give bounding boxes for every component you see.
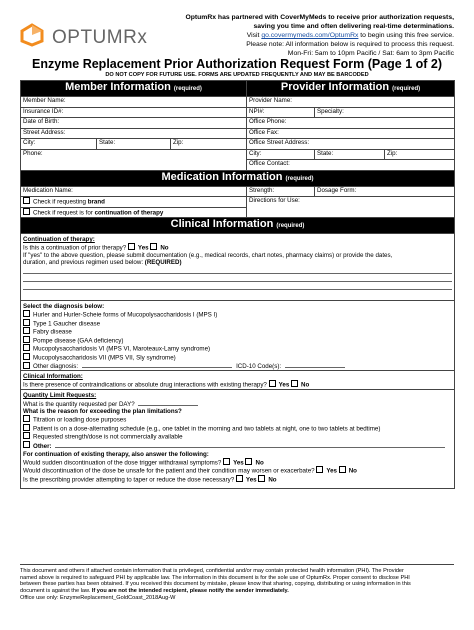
brand-checkbox[interactable] bbox=[23, 197, 30, 204]
provider-req: (required) bbox=[392, 86, 421, 92]
clinical-info-section bbox=[21, 371, 455, 390]
office-street-field[interactable] bbox=[247, 139, 455, 150]
cx3-no-label: No bbox=[268, 476, 277, 483]
answer-line-2[interactable] bbox=[23, 274, 452, 282]
continuation-section bbox=[21, 234, 455, 301]
icd-line[interactable] bbox=[285, 361, 345, 368]
medication-req: (required) bbox=[285, 175, 314, 182]
office-phone-label: Office Phone: bbox=[249, 118, 287, 125]
provider-zip-label: Zip: bbox=[387, 149, 398, 157]
ql-q-text: What is the quantity requested per DAY? bbox=[23, 401, 135, 408]
dx-label: Mucopolysaccharidosis VI (MPS VI, Maroteaux-Lamy syndrome) bbox=[33, 345, 211, 353]
brand-pre-text: Check if requesting bbox=[33, 198, 88, 206]
dx-label: Mucopolysaccharidosis VII (MPS VII, Sly syndrome) bbox=[33, 354, 176, 361]
cx3-yes-checkbox[interactable] bbox=[236, 475, 243, 482]
cx3-yes-label: Yes bbox=[245, 476, 257, 483]
member-zip-label: Zip: bbox=[173, 139, 184, 146]
clinical-info-heading bbox=[21, 218, 455, 234]
cx3-no-checkbox[interactable] bbox=[258, 475, 265, 482]
dx-item[interactable] bbox=[23, 353, 452, 362]
member-phone-field[interactable] bbox=[21, 149, 247, 170]
reason-item[interactable] bbox=[23, 432, 452, 441]
doc-line2 bbox=[23, 259, 452, 266]
medication-info-heading bbox=[21, 170, 455, 186]
member-name-label: Member Name: bbox=[23, 97, 66, 104]
cx1-no-checkbox[interactable] bbox=[245, 458, 252, 465]
provider-name-label: Provider Name: bbox=[249, 97, 292, 104]
diagnosis-section bbox=[21, 301, 455, 371]
cx2-yes-checkbox[interactable] bbox=[316, 466, 323, 473]
provider-city-label: City: bbox=[249, 149, 262, 157]
provider-zip-field[interactable] bbox=[385, 149, 455, 160]
cont-no-label: No bbox=[160, 244, 169, 252]
brand-bold-text: brand bbox=[87, 198, 105, 206]
medication-name-field[interactable] bbox=[21, 186, 247, 197]
member-zip-field[interactable] bbox=[171, 139, 247, 150]
specialty-field[interactable] bbox=[315, 107, 455, 118]
ci-no-checkbox[interactable] bbox=[291, 380, 298, 387]
reason-checkbox[interactable] bbox=[23, 432, 30, 439]
cont-yes-checkbox[interactable] bbox=[128, 243, 135, 250]
cont-exist-heading: For continuation of existing therapy, also answer the following: bbox=[23, 450, 209, 458]
member-city-field[interactable] bbox=[21, 139, 97, 150]
member-req: (required) bbox=[173, 86, 202, 92]
cx1-yes-checkbox[interactable] bbox=[223, 458, 230, 465]
provider-info-heading bbox=[247, 81, 455, 97]
office-fax-field[interactable] bbox=[247, 128, 455, 139]
medication-heading-text: Medication Information bbox=[161, 170, 283, 183]
ql-heading: Quantity Limit Requests: bbox=[23, 392, 97, 399]
dx-item[interactable] bbox=[23, 310, 452, 319]
cx3-question bbox=[23, 475, 452, 484]
member-phone-label: Phone: bbox=[23, 149, 43, 157]
dx-other-row[interactable] bbox=[23, 361, 452, 370]
provider-heading-text: Provider Information bbox=[280, 81, 390, 93]
reason-checkbox[interactable] bbox=[23, 424, 30, 431]
insurance-id-field[interactable] bbox=[21, 107, 247, 118]
cx1-yes-label: Yes bbox=[233, 459, 244, 466]
office-street-label: Office Street Address: bbox=[249, 139, 310, 146]
ci-yes-label: Yes bbox=[278, 381, 290, 389]
member-info-heading bbox=[21, 81, 247, 97]
other-dx-label: Other diagnosis: bbox=[33, 363, 79, 370]
cx2-question bbox=[23, 466, 452, 475]
reason-label: Requested strength/dose is not commercially available bbox=[33, 433, 183, 441]
directions-field[interactable] bbox=[247, 197, 455, 218]
header-info bbox=[164, 13, 454, 58]
specialty-label: Specialty: bbox=[317, 107, 344, 115]
continuation-question bbox=[23, 243, 452, 252]
header-line2: saving you time and often delivering real-time determinations. bbox=[253, 23, 454, 30]
directions-label: Directions for Use: bbox=[249, 197, 300, 204]
continuation-pre-text: Check if request is for bbox=[33, 209, 95, 216]
cx1-no-label: No bbox=[255, 459, 264, 466]
office-use-only: Office use only: EnzymeReplacement_GoldCoast_2018Aug-W bbox=[20, 594, 176, 601]
footer-line3: between these parties has been obtained. If you received this document by mistake, please know that sharing, copying, distributing or using information in this bbox=[20, 581, 411, 588]
footer bbox=[20, 564, 454, 602]
reason-item[interactable] bbox=[23, 415, 452, 424]
clinical-req: (required) bbox=[276, 223, 305, 229]
dx-item[interactable] bbox=[23, 344, 452, 353]
medication-heading-row bbox=[21, 170, 455, 186]
provider-name-field[interactable] bbox=[247, 97, 455, 108]
npi-label: NPI#: bbox=[249, 107, 265, 115]
office-contact-field[interactable] bbox=[247, 160, 455, 171]
optum-logo-icon bbox=[20, 23, 44, 47]
dx-label: Fabry disease bbox=[33, 328, 72, 336]
optumrx-logo bbox=[20, 23, 150, 51]
footer-line2: named above is required to safeguard PHI by applicable law. The information in this document is for the sole use of OptumRx. Proper consent to disclose PHI bbox=[20, 574, 410, 581]
other-dx-checkbox[interactable] bbox=[23, 362, 30, 369]
dx-label: Type 1 Gaucher disease bbox=[33, 320, 101, 327]
reason-label: Other: bbox=[33, 442, 52, 450]
dx-item[interactable] bbox=[23, 319, 452, 328]
ci-yes-checkbox[interactable] bbox=[269, 380, 276, 387]
dx-checkbox[interactable] bbox=[23, 319, 30, 326]
brand-checkbox-row[interactable] bbox=[21, 197, 247, 208]
member-provider-heading-row bbox=[21, 81, 455, 97]
dx-checkbox[interactable] bbox=[23, 353, 30, 360]
footer-line4-pre: document is against the law. bbox=[20, 588, 92, 595]
medication-name-label: Medication Name: bbox=[23, 186, 73, 194]
reason-label: Patient is on a dose-alternating schedule (e.g., one tablet in the morning and two tablets at night, one to two tablets at bedtime) bbox=[33, 425, 381, 432]
strength-field[interactable] bbox=[247, 186, 315, 197]
provider-state-field[interactable] bbox=[315, 149, 385, 160]
reason-item[interactable] bbox=[23, 441, 452, 450]
office-fax-label: Office Fax: bbox=[249, 128, 279, 136]
member-name-field[interactable] bbox=[21, 97, 247, 108]
header-line5: Mon-Fri: 5am to 10pm Pacific / Sat: 6am to 3pm Pacific bbox=[287, 50, 454, 57]
footer-line4-bold: If you are not the intended recipient, please notify the sender immediately. bbox=[91, 588, 289, 595]
dx-checkbox[interactable] bbox=[23, 310, 30, 317]
npi-field[interactable] bbox=[247, 107, 315, 118]
street-address-field[interactable] bbox=[21, 128, 247, 139]
strength-label: Strength: bbox=[249, 186, 275, 194]
continuation-q-text: Is this a continuation of prior therapy? bbox=[23, 244, 127, 252]
answer-line-3[interactable] bbox=[23, 282, 452, 290]
cx1-text: Would sudden discontinuation of the dose trigger withdrawal symptoms? bbox=[23, 459, 222, 466]
ci-q-text: Is there presence of contraindications or absolute drug interactions with existing therapy? bbox=[23, 381, 267, 389]
logo-text: OPTUMRx bbox=[52, 27, 148, 48]
cx2-yes-label: Yes bbox=[326, 467, 337, 475]
reason-label: Titration or loading dose purposes bbox=[33, 416, 127, 424]
continuation-checkbox[interactable] bbox=[23, 208, 30, 215]
header-line4: Please note: All information below is required to process this request. bbox=[246, 41, 454, 48]
doc-line1: If "yes" to the above question, please submit documentation (e.g., medical records, chart notes, pharmacy claims) or provide the dates, bbox=[23, 251, 393, 259]
covermymeds-link[interactable]: go.covermymeds.com/OptumRx bbox=[261, 32, 359, 39]
footer-line4 bbox=[20, 588, 454, 595]
member-state-field[interactable] bbox=[97, 139, 171, 150]
header-line3 bbox=[164, 31, 454, 40]
ci-no-label: No bbox=[301, 381, 310, 389]
header-line3-post: to begin using this free service. bbox=[358, 32, 454, 39]
dx-checkbox[interactable] bbox=[23, 327, 30, 334]
dob-field[interactable] bbox=[21, 118, 247, 129]
ql-answer-line[interactable] bbox=[138, 399, 198, 406]
other-reason-line[interactable] bbox=[55, 441, 445, 448]
doc-required: (REQUIRED) bbox=[144, 258, 182, 266]
contraindication-question bbox=[23, 380, 452, 389]
reason-checkbox[interactable] bbox=[23, 415, 30, 422]
dob-label: Date of Birth: bbox=[23, 118, 60, 125]
dx-checkbox[interactable] bbox=[23, 336, 30, 343]
continuation-heading: Continuation of therapy: bbox=[23, 236, 95, 243]
footer-line1: This document and others if attached contain information that is privileged, confidential and/or may contain protected health information (PHI). The Provider bbox=[20, 568, 404, 574]
continuation-checkbox-row[interactable] bbox=[21, 207, 247, 218]
cx3-text: Is the prescribing provider attempting to taper or reduce the dose necessary? bbox=[23, 476, 235, 483]
cont-yes-label: Yes bbox=[137, 244, 149, 252]
continuation-bold-text: continuation of therapy bbox=[94, 209, 164, 216]
dx-item[interactable] bbox=[23, 336, 452, 345]
insurance-id-label: Insurance ID#: bbox=[23, 107, 64, 115]
cx2-no-label: No bbox=[348, 467, 357, 475]
page-title: Enzyme Replacement Prior Authorization Request Form (Page 1 of 2) bbox=[31, 57, 443, 71]
ql-question bbox=[23, 399, 452, 408]
dx-item[interactable] bbox=[23, 327, 452, 336]
office-contact-label: Office Contact: bbox=[249, 160, 290, 167]
dosage-form-field[interactable] bbox=[315, 186, 455, 197]
cx1-question bbox=[23, 458, 452, 467]
doc-line2-text: duration, and previous regimen used below: bbox=[23, 258, 145, 266]
office-phone-field[interactable] bbox=[247, 118, 455, 129]
clinical-heading-text: Clinical Information bbox=[170, 218, 274, 230]
reason-heading: What is the reason for exceeding the plan limitations? bbox=[23, 408, 182, 415]
dx-checkbox[interactable] bbox=[23, 344, 30, 351]
reason-item[interactable] bbox=[23, 424, 452, 433]
other-dx-line[interactable] bbox=[82, 361, 232, 368]
street-address-label: Street Address: bbox=[23, 128, 66, 136]
provider-state-label: State: bbox=[317, 149, 334, 157]
header-line1: OptumRx has partnered with CoverMyMeds to receive prior authorization requests, bbox=[185, 14, 454, 21]
answer-line-1[interactable] bbox=[23, 266, 452, 274]
dx-label: Pompe disease (GAA deficiency) bbox=[33, 337, 124, 344]
header-line3-pre: Visit bbox=[246, 32, 262, 39]
member-heading-text: Member Information bbox=[65, 81, 171, 93]
dosage-form-label: Dosage Form: bbox=[317, 186, 357, 194]
dx-label: Hurler and Hurler-Scheie forms of Mucopolysaccharidosis I (MPS I) bbox=[33, 311, 218, 319]
member-state-label: State: bbox=[99, 139, 116, 146]
page-subtitle: DO NOT COPY FOR FUTURE USE. FORMS ARE UPDATED FREQUENTLY AND MAY BE BARCODED bbox=[105, 72, 369, 78]
clinical-heading-row bbox=[21, 218, 455, 234]
cx2-no-checkbox[interactable] bbox=[339, 466, 346, 473]
quantity-limit-section bbox=[21, 390, 455, 489]
cont-no-checkbox[interactable] bbox=[150, 243, 157, 250]
provider-city-field[interactable] bbox=[247, 149, 315, 160]
member-city-label: City: bbox=[23, 139, 36, 146]
diagnosis-heading: Select the diagnosis below: bbox=[23, 303, 105, 310]
clinical-info-sub-heading: Clinical Information: bbox=[23, 373, 83, 380]
cx2-text: Would discontinuation of the dose be unsafe for the patient and their condition may worsen or exacerbate? bbox=[23, 467, 315, 475]
icd-label: ICD-10 Code(s): bbox=[236, 363, 282, 370]
reason-checkbox[interactable] bbox=[23, 441, 30, 448]
prior-auth-form bbox=[20, 80, 455, 489]
